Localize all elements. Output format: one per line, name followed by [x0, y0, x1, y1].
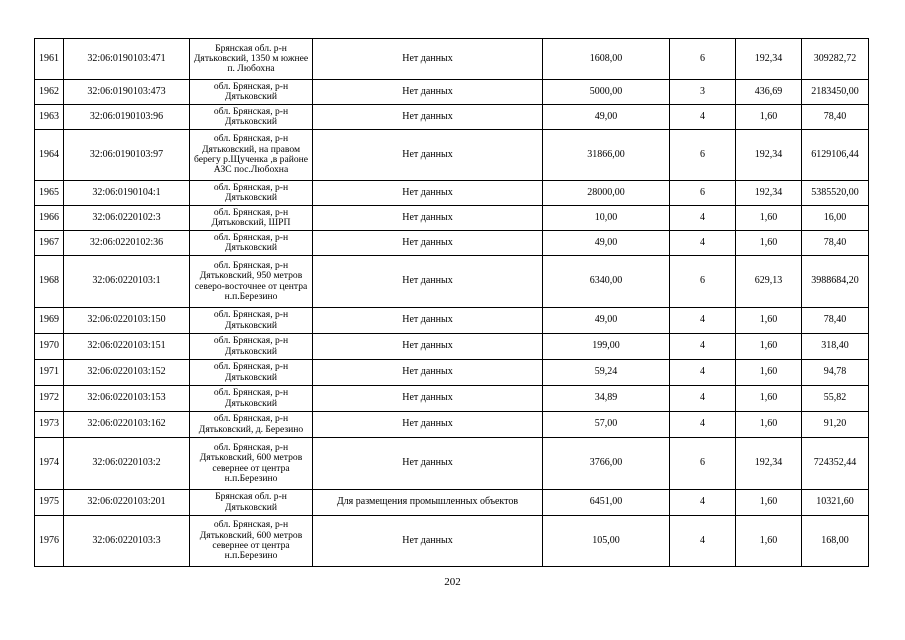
permitted-use-cell: Нет данных [313, 130, 543, 181]
specific-value-cell: 1,60 [736, 516, 802, 567]
area-cell: 199,00 [543, 334, 670, 360]
row-number-cell: 1964 [35, 130, 64, 181]
address-cell: обл. Брянская, р-н Дятьковский [190, 360, 313, 386]
group-cell: 6 [670, 181, 736, 206]
specific-value-cell: 192,34 [736, 181, 802, 206]
area-cell: 31866,00 [543, 130, 670, 181]
area-cell: 1608,00 [543, 39, 670, 80]
specific-value-cell: 192,34 [736, 130, 802, 181]
specific-value-cell: 1,60 [736, 334, 802, 360]
row-number-cell: 1961 [35, 39, 64, 80]
group-cell: 4 [670, 334, 736, 360]
cadastral-value-cell: 318,40 [802, 334, 869, 360]
permitted-use-cell: Нет данных [313, 206, 543, 231]
area-cell: 57,00 [543, 412, 670, 438]
permitted-use-cell: Нет данных [313, 80, 543, 105]
cadastral-value-cell: 168,00 [802, 516, 869, 567]
row-number-cell: 1969 [35, 308, 64, 334]
address-cell: обл. Брянская, р-н Дятьковский [190, 80, 313, 105]
area-cell: 3766,00 [543, 438, 670, 490]
area-cell: 49,00 [543, 105, 670, 130]
table-row [35, 105, 869, 130]
cadastral-number-cell: 32:06:0220103:152 [64, 360, 190, 386]
cadastral-number-cell: 32:06:0220103:162 [64, 412, 190, 438]
cadastral-value-cell: 10321,60 [802, 490, 869, 516]
area-cell: 5000,00 [543, 80, 670, 105]
cadastral-number-cell: 32:06:0220103:150 [64, 308, 190, 334]
specific-value-cell: 1,60 [736, 490, 802, 516]
table-row [35, 181, 869, 206]
cadastral-value-cell: 78,40 [802, 231, 869, 256]
group-cell: 4 [670, 360, 736, 386]
cadastral-number-cell: 32:06:0190103:97 [64, 130, 190, 181]
cadastral-number-cell: 32:06:0220103:201 [64, 490, 190, 516]
specific-value-cell: 1,60 [736, 360, 802, 386]
permitted-use-cell: Нет данных [313, 386, 543, 412]
permitted-use-cell: Нет данных [313, 360, 543, 386]
specific-value-cell: 436,69 [736, 80, 802, 105]
land-registry-table [34, 38, 869, 567]
address-cell: обл. Брянская, р-н Дятьковский, 950 метров северо-восточнее от центра н.п.Березино [190, 256, 313, 308]
cadastral-value-cell: 3988684,20 [802, 256, 869, 308]
specific-value-cell: 1,60 [736, 386, 802, 412]
cadastral-value-cell: 16,00 [802, 206, 869, 231]
permitted-use-cell: Нет данных [313, 438, 543, 490]
row-number-cell: 1967 [35, 231, 64, 256]
permitted-use-cell: Нет данных [313, 308, 543, 334]
cadastral-value-cell: 55,82 [802, 386, 869, 412]
cadastral-number-cell: 32:06:0220103:1 [64, 256, 190, 308]
cadastral-number-cell: 32:06:0220103:2 [64, 438, 190, 490]
row-number-cell: 1976 [35, 516, 64, 567]
table-row [35, 360, 869, 386]
cadastral-value-cell: 724352,44 [802, 438, 869, 490]
group-cell: 4 [670, 105, 736, 130]
table-row [35, 438, 869, 490]
address-cell: Брянская обл. р-н Дятьковский, 1350 м южнее п. Любохна [190, 39, 313, 80]
permitted-use-cell: Нет данных [313, 256, 543, 308]
row-number-cell: 1963 [35, 105, 64, 130]
cadastral-value-cell: 91,20 [802, 412, 869, 438]
area-cell: 49,00 [543, 308, 670, 334]
cadastral-number-cell: 32:06:0190103:473 [64, 80, 190, 105]
address-cell: обл. Брянская, р-н Дятьковский [190, 105, 313, 130]
specific-value-cell: 1,60 [736, 206, 802, 231]
table-row [35, 490, 869, 516]
cadastral-number-cell: 32:06:0220102:3 [64, 206, 190, 231]
area-cell: 6340,00 [543, 256, 670, 308]
group-cell: 4 [670, 231, 736, 256]
table-row [35, 386, 869, 412]
specific-value-cell: 192,34 [736, 39, 802, 80]
group-cell: 4 [670, 516, 736, 567]
row-number-cell: 1968 [35, 256, 64, 308]
area-cell: 59,24 [543, 360, 670, 386]
area-cell: 49,00 [543, 231, 670, 256]
group-cell: 4 [670, 386, 736, 412]
cadastral-value-cell: 6129106,44 [802, 130, 869, 181]
cadastral-number-cell: 32:06:0220103:151 [64, 334, 190, 360]
cadastral-number-cell: 32:06:0220103:3 [64, 516, 190, 567]
group-cell: 4 [670, 412, 736, 438]
address-cell: обл. Брянская, р-н Дятьковский [190, 308, 313, 334]
address-cell: обл. Брянская, р-н Дятьковский, на правом берегу р.Щученка ,в районе АЗС пос.Любохна [190, 130, 313, 181]
address-cell: Брянская обл. р-н Дятьковский [190, 490, 313, 516]
address-cell: обл. Брянская, р-н Дятьковский, д. Березино [190, 412, 313, 438]
row-number-cell: 1965 [35, 181, 64, 206]
cadastral-number-cell: 32:06:0190104:1 [64, 181, 190, 206]
area-cell: 6451,00 [543, 490, 670, 516]
table-row [35, 80, 869, 105]
row-number-cell: 1971 [35, 360, 64, 386]
row-number-cell: 1966 [35, 206, 64, 231]
address-cell: обл. Брянская, р-н Дятьковский [190, 231, 313, 256]
cadastral-value-cell: 94,78 [802, 360, 869, 386]
permitted-use-cell: Для размещения промышленных объектов [313, 490, 543, 516]
area-cell: 10,00 [543, 206, 670, 231]
table-row [35, 412, 869, 438]
table-row [35, 334, 869, 360]
group-cell: 4 [670, 308, 736, 334]
specific-value-cell: 1,60 [736, 105, 802, 130]
table-row [35, 308, 869, 334]
permitted-use-cell: Нет данных [313, 412, 543, 438]
cadastral-value-cell: 78,40 [802, 308, 869, 334]
group-cell: 3 [670, 80, 736, 105]
table-row [35, 206, 869, 231]
group-cell: 6 [670, 130, 736, 181]
cadastral-number-cell: 32:06:0190103:96 [64, 105, 190, 130]
permitted-use-cell: Нет данных [313, 39, 543, 80]
cadastral-value-cell: 78,40 [802, 105, 869, 130]
cadastral-value-cell: 309282,72 [802, 39, 869, 80]
permitted-use-cell: Нет данных [313, 105, 543, 130]
row-number-cell: 1975 [35, 490, 64, 516]
area-cell: 34,89 [543, 386, 670, 412]
table-row [35, 39, 869, 80]
row-number-cell: 1973 [35, 412, 64, 438]
row-number-cell: 1962 [35, 80, 64, 105]
cadastral-number-cell: 32:06:0220103:153 [64, 386, 190, 412]
row-number-cell: 1972 [35, 386, 64, 412]
group-cell: 4 [670, 490, 736, 516]
page-number: 202 [444, 576, 461, 588]
group-cell: 6 [670, 256, 736, 308]
specific-value-cell: 1,60 [736, 308, 802, 334]
address-cell: обл. Брянская, р-н Дятьковский, ШРП [190, 206, 313, 231]
cadastral-value-cell: 2183450,00 [802, 80, 869, 105]
address-cell: обл. Брянская, р-н Дятьковский, 600 метров севернее от центра н.п.Березино [190, 516, 313, 567]
address-cell: обл. Брянская, р-н Дятьковский [190, 334, 313, 360]
address-cell: обл. Брянская, р-н Дятьковский, 600 метров севернее от центра н.п.Березино [190, 438, 313, 490]
group-cell: 6 [670, 438, 736, 490]
row-number-cell: 1970 [35, 334, 64, 360]
area-cell: 105,00 [543, 516, 670, 567]
specific-value-cell: 1,60 [736, 412, 802, 438]
table-row [35, 231, 869, 256]
address-cell: обл. Брянская, р-н Дятьковский [190, 386, 313, 412]
cadastral-number-cell: 32:06:0190103:471 [64, 39, 190, 80]
table-body [35, 39, 869, 567]
group-cell: 4 [670, 206, 736, 231]
permitted-use-cell: Нет данных [313, 231, 543, 256]
cadastral-number-cell: 32:06:0220102:36 [64, 231, 190, 256]
address-cell: обл. Брянская, р-н Дятьковский [190, 181, 313, 206]
permitted-use-cell: Нет данных [313, 181, 543, 206]
specific-value-cell: 629,13 [736, 256, 802, 308]
area-cell: 28000,00 [543, 181, 670, 206]
table-row [35, 130, 869, 181]
table-row [35, 256, 869, 308]
group-cell: 6 [670, 39, 736, 80]
row-number-cell: 1974 [35, 438, 64, 490]
permitted-use-cell: Нет данных [313, 516, 543, 567]
specific-value-cell: 192,34 [736, 438, 802, 490]
permitted-use-cell: Нет данных [313, 334, 543, 360]
cadastral-value-cell: 5385520,00 [802, 181, 869, 206]
specific-value-cell: 1,60 [736, 231, 802, 256]
table-row [35, 516, 869, 567]
